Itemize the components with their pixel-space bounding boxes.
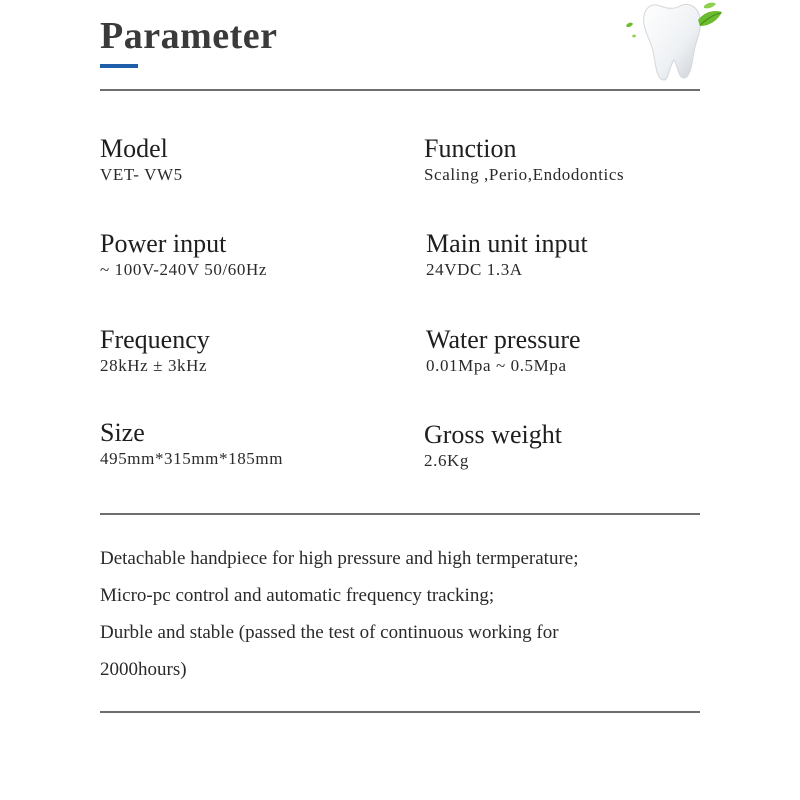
param-value: 0.01Mpa ~ 0.5Mpa: [426, 356, 567, 375]
param-size: [100, 418, 283, 470]
top-divider: [100, 89, 700, 91]
param-label: Water pressure: [426, 325, 581, 354]
param-label: Frequency: [100, 325, 210, 354]
param-value: 24VDC 1.3A: [426, 260, 523, 279]
param-power-input: [100, 229, 267, 281]
tooth-icon: [620, 0, 730, 86]
param-water-pressure: [426, 325, 581, 377]
param-frequency: [100, 325, 210, 377]
bottom-divider: [100, 711, 700, 713]
param-label: Main unit input: [426, 229, 588, 258]
list-item: 2000hours): [100, 659, 187, 680]
param-label: Size: [100, 418, 145, 447]
param-value: 28kHz ± 3kHz: [100, 356, 208, 375]
param-function: [424, 134, 624, 186]
list-item: Micro-pc control and automatic frequency tracking;: [100, 585, 495, 606]
param-value: Scaling ,Perio,Endodontics: [424, 165, 625, 184]
param-value: 2.6Kg: [424, 451, 470, 470]
param-model: [100, 134, 183, 186]
feature-list: [100, 540, 700, 688]
param-label: Gross weight: [424, 420, 562, 449]
page-title: Parameter: [100, 15, 278, 57]
param-gross-weight: [424, 420, 562, 472]
param-label: Model: [100, 134, 168, 163]
param-label: Power input: [100, 229, 227, 258]
param-label: Function: [424, 134, 517, 163]
param-value: ~ 100V-240V 50/60Hz: [100, 260, 267, 279]
list-item: Durble and stable (passed the test of continuous working for: [100, 622, 559, 643]
param-value: 495mm*315mm*185mm: [100, 449, 284, 468]
list-item: Detachable handpiece for high pressure and high termperature;: [100, 548, 579, 569]
param-main-unit-input: [426, 229, 588, 281]
title-accent-bar: [100, 64, 138, 68]
param-value: VET- VW5: [100, 165, 183, 184]
middle-divider: [100, 513, 700, 515]
